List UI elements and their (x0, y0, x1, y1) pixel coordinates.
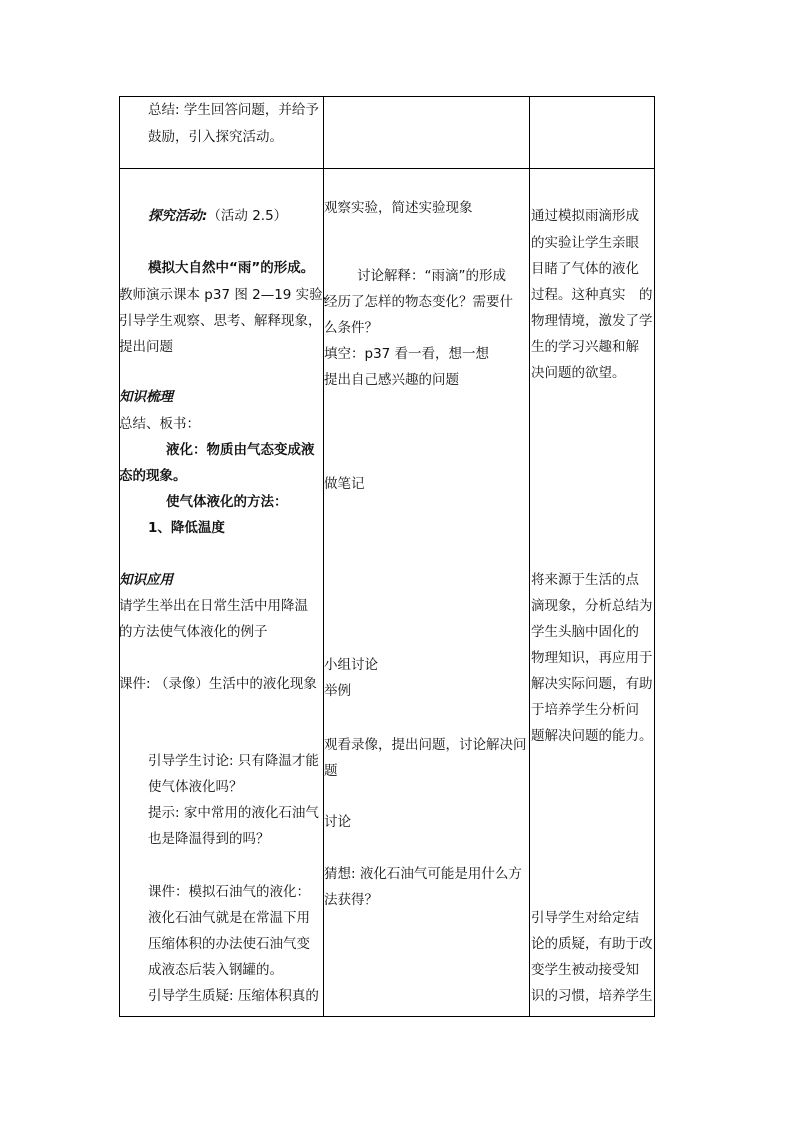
col1-line-13: 请学生举出在日常生活中用降温 (119, 598, 308, 614)
col1-line-23: 成液态后装入钢罐的。 (148, 962, 283, 978)
col1-line-22: 压缩体积的办法使石油气变 (148, 936, 310, 952)
col3-line-6: 生的学习兴趣和解 (531, 339, 639, 355)
col1-line-16: 引导学生讨论: 只有降温才能 (148, 753, 319, 769)
col2-line-11: 题 (324, 763, 338, 779)
col1-line-14: 的方法使气体液化的例子 (119, 624, 268, 640)
col1-line-21: 液化石油气就是在常温下用 (148, 910, 310, 926)
col3-line-14: 题解决问题的能力。 (531, 728, 653, 744)
col1-definition-line-2: 态的现象。 (119, 468, 187, 484)
col3-line-10: 学生头脑中固化的 (531, 624, 639, 640)
col3-line-1: 通过模拟雨滴形成 (531, 208, 639, 224)
col1-activity-heading (148, 204, 287, 228)
col1-line-19: 也是降温得到的吗？ (148, 831, 270, 847)
col2-line-13: 猜想: 液化石油气可能是用什么方 (324, 866, 522, 882)
col2-line-8: 小组讨论 (324, 657, 378, 673)
col2-line-3: 经历了怎样的物态变化？需要什 (324, 294, 513, 310)
col1-method-1: 1、降低温度 (148, 520, 225, 536)
col2-line-5: 填空：p37 看一看，想一想 (324, 346, 490, 362)
col2-line-9: 举例 (324, 683, 351, 699)
col1-section-knowledge-review: 知识梳理 (119, 389, 173, 405)
col1-line-24: 引导学生质疑: 压缩体积真的 (148, 988, 319, 1004)
col3-line-7: 决问题的欲望。 (531, 365, 626, 381)
col2-line-1: 观察实验，简述实验现象 (324, 200, 473, 216)
col1-method-heading: 使气体液化的方法： (166, 494, 288, 510)
col1-line-18: 提示: 家中常用的液化石油气 (148, 805, 319, 821)
activity-number: （活动 2.5） (207, 208, 288, 224)
col1-line-2: 模拟大自然中“雨”的形成。 (148, 260, 315, 276)
col1-line-17: 使气体液化吗？ (148, 779, 243, 795)
col3-line-15: 引导学生对给定结 (531, 910, 639, 926)
col3-line-5: 物理情境，激发了学 (531, 313, 653, 329)
row1-left-line-2: 鼓励，引入探究活动。 (148, 129, 283, 145)
col2-line-6: 提出自己感兴趣的问题 (324, 372, 459, 388)
col3-line-2: 的实验让学生亲眼 (531, 235, 639, 251)
col3-line-18: 识的习惯，培养学生 (531, 988, 653, 1004)
row1-left-line-1: 总结: 学生回答问题，并给予 (148, 102, 319, 118)
activity-label: 探究活动: (148, 208, 208, 224)
col3-line-13: 于培养学生分析问 (531, 702, 639, 718)
col1-line-5: 提出问题 (119, 339, 173, 355)
col3-line-17: 变学生被动接受知 (531, 962, 639, 978)
col2-line-4: 么条件？ (324, 320, 378, 336)
col3-line-8: 将来源于生活的点 (531, 572, 639, 588)
col2-line-7: 做笔记 (324, 476, 365, 492)
col3-line-16: 论的质疑，有助于改 (531, 936, 653, 952)
col1-section-knowledge-application: 知识应用 (119, 572, 173, 588)
col3-line-3: 目睹了气体的液化 (531, 261, 639, 277)
col1-line-3: 教师演示课本 p37 图 2—19 实验， (119, 287, 337, 303)
column-divider-2 (529, 96, 530, 1017)
col2-line-2: 讨论解释：“雨滴”的形成 (357, 268, 506, 284)
col1-definition-line-1: 液化：物质由气态变成液 (166, 442, 315, 458)
col2-line-14: 法获得？ (324, 892, 378, 908)
col3-line-9: 滴现象，分析总结为 (531, 598, 653, 614)
row-divider (119, 168, 655, 169)
col1-line-20: 课件：模拟石油气的液化： (148, 884, 310, 900)
col2-line-10: 观看录像，提出问题，讨论解决问 (324, 737, 527, 753)
col3-line-4: 过程。这种真实 的 (531, 287, 653, 303)
col1-line-4: 引导学生观察、思考、解释现象， (119, 313, 322, 329)
col3-line-12: 解决实际问题，有助 (531, 676, 653, 692)
col3-line-11: 物理知识，再应用于 (531, 650, 653, 666)
col1-line-15: 课件: （录像）生活中的液化现象 (119, 676, 317, 692)
col1-line-7: 总结、板书： (119, 416, 200, 432)
col2-line-12: 讨论 (324, 814, 351, 830)
